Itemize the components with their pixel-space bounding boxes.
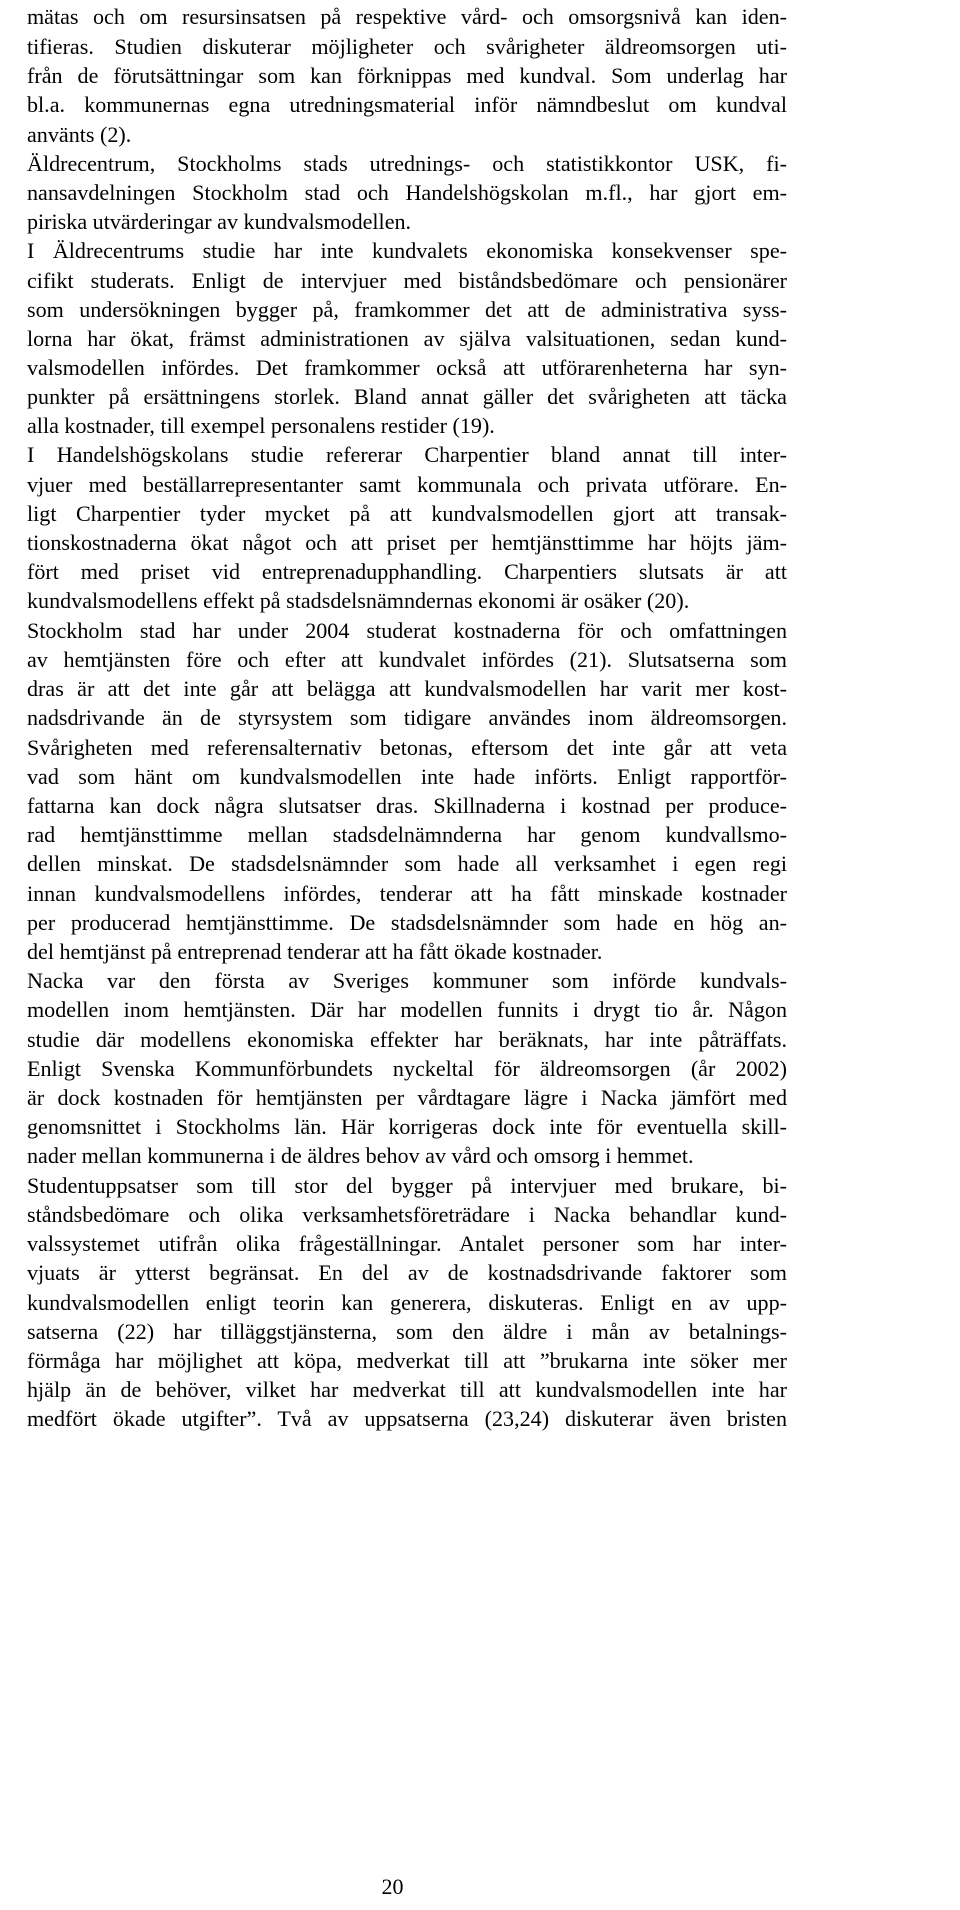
text-line: fört med priset vid entreprenadupphandling. Charpentiers slutsats är att: [27, 559, 787, 584]
text-line: kundvalsmodellen enligt teorin kan generera, diskuteras. Enligt en av upp-: [27, 1290, 787, 1315]
text-line: modellen inom hemtjänsten. Där har modellen funnits i drygt tio år. Någon: [27, 997, 787, 1022]
text-line: Äldrecentrum, Stockholms stads utrednings- och statistikkontor USK, fi-: [27, 151, 787, 176]
text-line: vjuer med beställarrepresentanter samt kommunala och privata utförare. En-: [27, 472, 787, 497]
text-line: cifikt studerats. Enligt de intervjuer med biståndsbedömare och pensionärer: [27, 268, 787, 293]
page-number: 20: [381, 1874, 404, 1899]
text-line: nader mellan kommunerna i de äldres behov av vård och omsorg i hemmet.: [27, 1143, 694, 1168]
text-line: vjuats är ytterst begränsat. En del av de kostnadsdrivande faktorer som: [27, 1260, 787, 1285]
text-line: fattarna kan dock några slutsatser dras. Skillnaderna i kostnad per produce-: [27, 793, 787, 818]
text-line: del hemtjänst på entreprenad tenderar att ha fått ökade kostnader.: [27, 939, 603, 964]
text-line: nansavdelningen Stockholm stad och Handelshögskolan m.fl., har gjort em-: [27, 180, 787, 205]
text-line: genomsnittet i Stockholms län. Här korrigeras dock inte för eventuella skill-: [27, 1114, 787, 1139]
text-line: I Handelshögskolans studie refererar Charpentier bland annat till inter-: [27, 442, 787, 467]
text-line: förmåga har möjlighet att köpa, medverkat till att ”brukarna inte söker mer: [27, 1348, 787, 1373]
text-line: alla kostnader, till exempel personalens restider (19).: [27, 413, 495, 438]
text-line: som undersökningen bygger på, framkommer det att de administrativa syss-: [27, 297, 787, 322]
text-line: rad hemtjänsttimme mellan stadsdelnämnderna har genom kundvallsmo-: [27, 822, 787, 847]
text-line: av hemtjänsten före och efter att kundvalet infördes (21). Slutsatserna som: [27, 647, 787, 672]
text-line: dras är att det inte går att belägga att kundvalsmodellen har varit mer kost-: [27, 676, 787, 701]
text-line: Svårigheten med referensalternativ betonas, eftersom det inte går att veta: [27, 735, 787, 760]
text-line: tionskostnaderna ökat något och att priset per hemtjänsttimme har höjts jäm-: [27, 530, 787, 555]
text-line: dellen minskat. De stadsdelsnämnder som hade all verksamhet i egen regi: [27, 851, 787, 876]
text-line: valsmodellen infördes. Det framkommer också att utförarenheterna har syn-: [27, 355, 787, 380]
text-line: ligt Charpentier tyder mycket på att kundvalsmodellen gjort att transak-: [27, 501, 787, 526]
text-line: vad som hänt om kundvalsmodellen inte hade införts. Enligt rapportför-: [27, 764, 787, 789]
text-line: piriska utvärderingar av kundvalsmodellen.: [27, 209, 412, 234]
text-line: mätas och om resursinsatsen på respektive vård- och omsorgsnivå kan iden-: [27, 4, 787, 29]
text-line: Nacka var den första av Sveriges kommuner som införde kundvals-: [27, 968, 787, 993]
text-line: Enligt Svenska Kommunförbundets nyckeltal för äldreomsorgen (år 2002): [27, 1056, 787, 1081]
text-line: punkter på ersättningens storlek. Bland annat gäller det svårigheten att täcka: [27, 384, 787, 409]
text-line: använts (2).: [27, 122, 132, 147]
text-line: nadsdrivande än de styrsystem som tidigare användes inom äldreomsorgen.: [27, 705, 787, 730]
text-line: från de förutsättningar som kan förknippas med kundval. Som underlag har: [27, 63, 787, 88]
text-line: innan kundvalsmodellens infördes, tenderar att ha fått minskade kostnader: [27, 881, 787, 906]
text-line: Stockholm stad har under 2004 studerat kostnaderna för och omfattningen: [27, 618, 787, 643]
text-line: är dock kostnaden för hemtjänsten per vårdtagare lägre i Nacka jämfört med: [27, 1085, 787, 1110]
text-line: satserna (22) har tilläggstjänsterna, som den äldre i mån av betalnings-: [27, 1319, 787, 1344]
text-line: Studentuppsatser som till stor del bygger på intervjuer med brukare, bi-: [27, 1173, 787, 1198]
text-line: per producerad hemtjänsttimme. De stadsdelsnämnder som hade en hög an-: [27, 910, 787, 935]
text-line: medfört ökade utgifter”. Två av uppsatserna (23,24) diskuterar även bristen: [27, 1406, 787, 1431]
text-line: hjälp än de behöver, vilket har medverkat till att kundvalsmodellen inte har: [27, 1377, 787, 1402]
text-line: tifieras. Studien diskuterar möjligheter och svårigheter äldreomsorgen uti-: [27, 34, 787, 59]
text-line: lorna har ökat, främst administrationen av själva valsituationen, sedan kund-: [27, 326, 787, 351]
text-line: bl.a. kommunernas egna utredningsmaterial inför nämndbeslut om kundval: [27, 92, 787, 117]
text-line: valssystemet utifrån olika frågeställningar. Antalet personer som har inter-: [27, 1231, 787, 1256]
text-line: kundvalsmodellens effekt på stadsdelsnämndernas ekonomi är osäker (20).: [27, 588, 690, 613]
text-line: I Äldrecentrums studie har inte kundvalets ekonomiska konsekvenser spe-: [27, 238, 787, 263]
text-line: studie där modellens ekonomiska effekter har beräknats, har inte påträffats.: [27, 1027, 787, 1052]
text-line: ståndsbedömare och olika verksamhetsföreträdare i Nacka behandlar kund-: [27, 1202, 787, 1227]
